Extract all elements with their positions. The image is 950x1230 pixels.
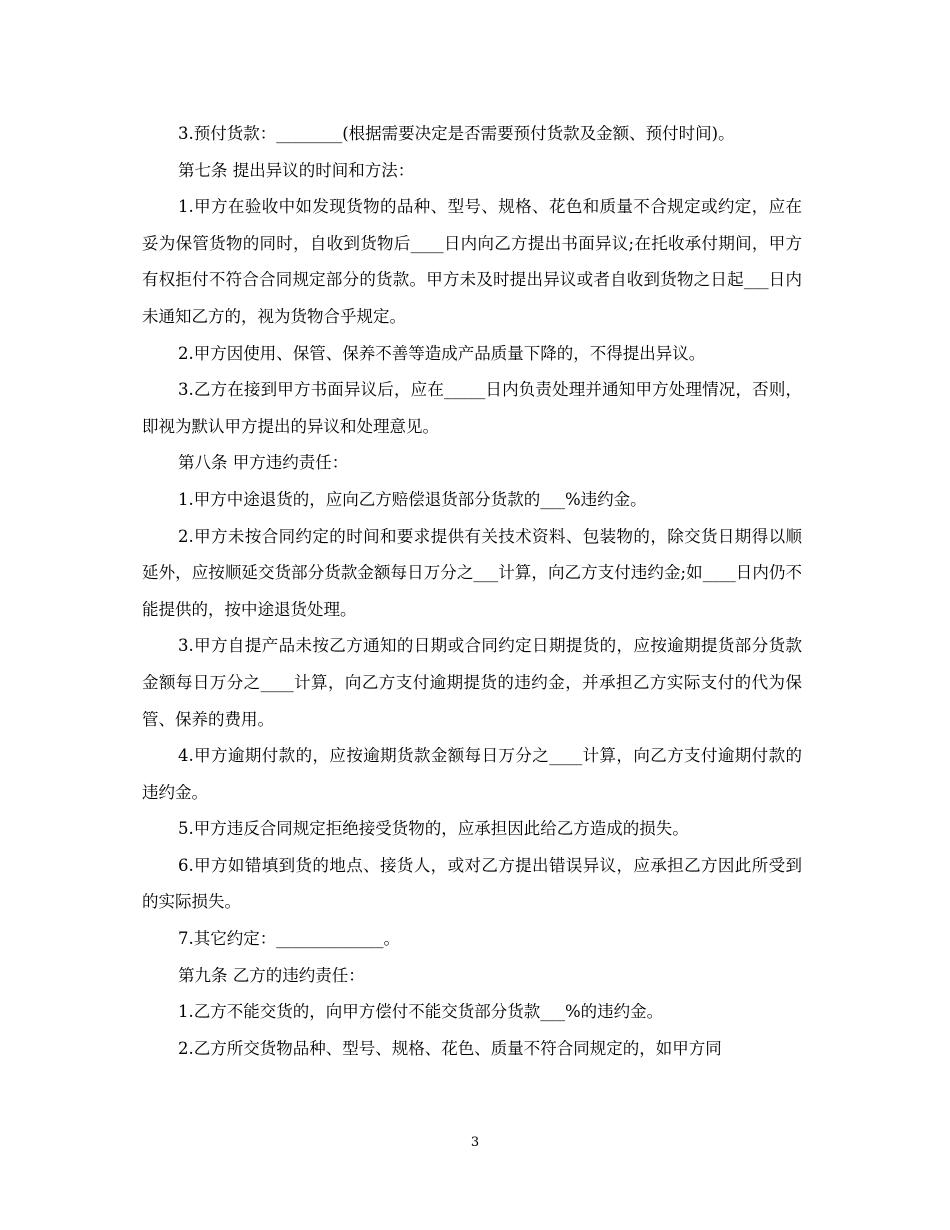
paragraph-9-1: 1.乙方不能交货的，向甲方偿付不能交货部分货款___%的违约金。 [178,1002,664,1022]
paragraph-8-6: 6.甲方如错填到货的地点、接货人，或对乙方提出错误异议，应承担乙方因此所受到的实际损失。 [142,855,802,912]
paragraph-8-7: 7.其它约定：_____________。 [178,929,400,949]
paragraph-8-1: 1.甲方中途退货的，应向乙方赔偿退货部分货款的___%违约金。 [178,489,647,509]
heading-article-9: 第九条 乙方的违约责任： [178,965,365,985]
paragraph-9-2: 2.乙方所交货物品种、型号、规格、花色、质量不符合同规定的，如甲方同 [178,1038,722,1058]
paragraph-8-2: 2.甲方未按合同约定的时间和要求提供有关技术资料、包装物的，除交货日期得以顺延外，应按顺延交货部分货款金额每日万分之___计算，向乙方支付违约金;如____日内仍不能提供的，按中途退货处理。 [142,526,802,619]
paragraph-8-5: 5.甲方违反合同规定拒绝接受货物的，应承担因此给乙方造成的损失。 [178,819,689,839]
heading-article-7: 第七条 提出异议的时间和方法： [178,160,415,180]
heading-article-8: 第八条 甲方违约责任： [178,453,349,473]
document-body [142,116,802,1067]
paragraph-7-1: 1.甲方在验收中如发现货物的品种、型号、规格、花色和质量不合规定或约定，应在妥为保管货物的同时，自收到货物后____日内向乙方提出书面异议;在托收承付期间，甲方有权拒付不符合合同规定部分的货款。甲方未及时提出异议或者自收到货物之日起___日内未通知乙方的，视为货物合乎规定。 [142,197,802,326]
paragraph-7-2: 2.甲方因使用、保管、保养不善等造成产品质量下降的，不得提出异议。 [178,343,706,363]
paragraph-prepayment: 3.预付货款：________(根据需要决定是否需要预付货款及金额、预付时间)。 [178,124,735,143]
paragraph-8-4: 4.甲方逾期付款的，应按逾期货款金额每日万分之____计算，向乙方支付逾期付款的违约金。 [142,746,802,802]
page-number: 3 [470,1135,480,1150]
paragraph-8-3: 3.甲方自提产品未按乙方通知的日期或合同约定日期提货的，应按逾期提货部分货款金额每日万分之____计算，向乙方支付逾期提货的违约金，并承担乙方实际支付的代为保管、保养的费用。 [142,636,802,729]
paragraph-7-3: 3.乙方在接到甲方书面异议后，应在_____日内负责处理并通知甲方处理情况，否则，即视为默认甲方提出的异议和处理意见。 [142,380,802,436]
